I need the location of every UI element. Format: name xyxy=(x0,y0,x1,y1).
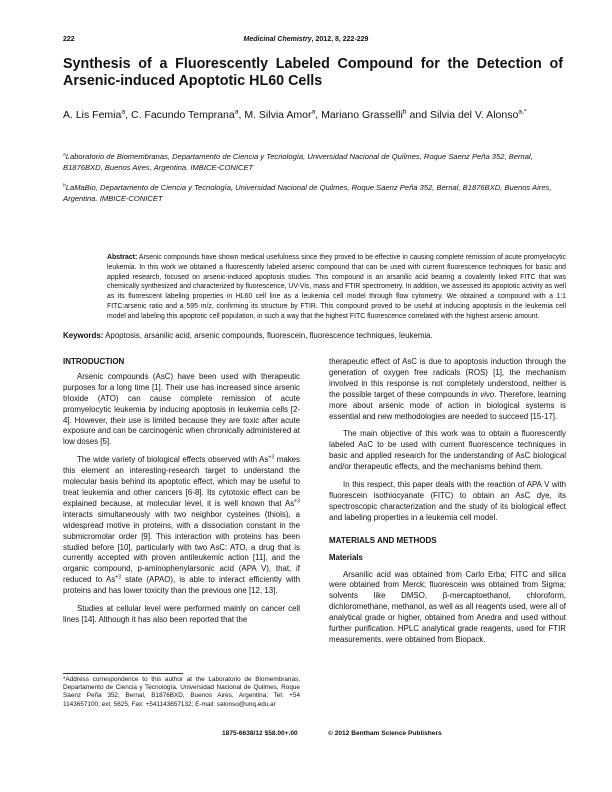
author-mark: a xyxy=(234,108,239,116)
paragraph xyxy=(329,357,566,422)
paragraph: Arsenic compounds (AsC) have been used with therapeutic purposes for a long time [1]. Their use has increased since arsenic trioxide (ATO) can cause complete remission of acute promyelocytic leukemia by inducing apoptosis in leukemia cells [2-4]. However, their use is limited because they are toxic after acute exposure and can be carcinogenic when chronically administered at low doses [5]. xyxy=(63,371,300,447)
footnote-rule xyxy=(63,673,183,674)
affiliation-text: Laboratorio de Biomembranas, Departamento de Ciencia y Tecnología, Universidad Nacional de Quilmes, Roque Saenz Peña 352, Bernal, B1876BXD, Buenos Aires, Argentina. IMBICE-CONICET xyxy=(63,152,533,172)
author-mark: a,* xyxy=(518,108,527,116)
page-number: 222 xyxy=(63,36,75,43)
section-heading-introduction: INTRODUCTION xyxy=(63,357,125,366)
abstract-text: Arsenic compounds have shown medical usefulness since they proved to be effective in causing complete remission of acute promyelocytic leukemia. In this work we obtained a fluorescently labeled arsenic compound that can be used with current fluorescence techniques for basic and applied research, focused on arsenic-induced apoptosis studies. This compound is an arsanilic acid bearing a covalently linked FITC that was chemically synthesized and characterized by fluorescence, UV-Vis, mass and FTIR spectrometry. In addition, we assessed its apoptotic activity as well as its fluorescent labeling properties in HL60 cell line as a leukemia cell model through flow cytometry. We obtained a compound with a 1:1 FITC:arsenic ratio and a 595 m/z, confirming its structure by FTIR. This compound proved to be useful at inducing apoptosis in the leukemia cell model and labeling this apoptotic cell population, in such a way that the highest FITC fluorescence correlated with the highest arsenic amount. xyxy=(107,254,566,320)
superscript: +3 xyxy=(268,454,275,461)
paragraph-text: . Therefore, learning more about arsenic mode of action in biological systems is essential and new methodologies are needed to succeed [15-17]. xyxy=(329,389,566,421)
author-list xyxy=(63,109,563,122)
affiliation-mark: a xyxy=(63,152,66,158)
paragraph: Studies at cellular level were performed mainly on cancer cell lines [14]. Although it has also been reported that the xyxy=(63,604,300,624)
author-conjunction: and xyxy=(406,109,430,121)
left-column xyxy=(63,357,300,633)
author-separator: , xyxy=(238,109,245,121)
author: A. Lis Femia xyxy=(63,109,122,121)
section-heading-methods: MATERIALS AND METHODS xyxy=(329,535,437,545)
correspondence-footnote: *Address correspondence to this author at the Laboratorio de Biomembranas, Departamento de Ciencia y Tecnología, Universidad Nacional de Quilmes, Roque Saenz Peña 352, Bernal, B1876BXD, Buenos Aires, Argentina; Tel: +54 1143657100; ext. 5625, Fax: +541143657132; E-mail: salonso@unq.edu.ar xyxy=(63,676,300,708)
journal-name: Medicinal Chemistry xyxy=(243,36,312,43)
paragraph-text: therapeutic effect of AsC is due to apoptosis induction through the generation of oxygen free radicals (ROS) [1], the mechanism involved in this response is not completely understood, neither is the possible target of these compounds xyxy=(329,357,566,399)
running-header xyxy=(0,36,612,43)
author: M. Silvia Amor xyxy=(244,109,312,121)
paragraph: The main objective of this work was to obtain a fluorescently labeled AsC to be used with current fluorescence techniques in basic and applied research for the understanding of AsC biological and/or therapeutic effects, and the mechanisms behind them. xyxy=(329,429,566,472)
paragraph: In this respect, this paper deals with the reaction of APA V with fluorescein isothiocyanate (FITC) to obtain an AsC dye, its spectroscopic characterization and the study of its biological effect and labeling properties in a leukemia cell model. xyxy=(329,480,566,522)
author-separator: , xyxy=(315,109,322,121)
author: C. Facundo Temprana xyxy=(131,109,235,121)
author-mark: b xyxy=(402,108,407,116)
author-mark: a xyxy=(121,108,126,116)
paragraph-text: The wide variety of biological effects observed with As xyxy=(77,455,269,465)
keywords xyxy=(63,330,563,341)
author-separator: , xyxy=(125,109,131,121)
subsection-heading-materials: Materials xyxy=(329,552,363,562)
author-mark: a xyxy=(311,108,316,116)
paragraph: Arsanilic acid was obtained from Carlo Erba; FITC and silica were obtained from Merck; fluorescein was obtained from Sigma; solvents like DMSO, β-mercaptoethanol, chloroform, dichloromethane, methanol, as well as all reagents used, were all of analytical grade or higher, obtained from Anedra and used without further purification. HPLC analytical grade reagents, used for FTIR measurements, were obtained from Biopack. xyxy=(329,569,566,644)
paragraph xyxy=(63,455,300,597)
affiliation-a xyxy=(63,151,563,173)
issn-price: 1875-6638/12 $58.00+.00 xyxy=(222,730,298,737)
superscript: +3 xyxy=(115,574,122,581)
article-title: Synthesis of a Fluorescently Labeled Compound for the Detection of Arsenic-induced Apoptotic HL60 Cells xyxy=(63,56,563,89)
copyright: © 2012 Bentham Science Publishers xyxy=(328,730,442,737)
affiliation-text: LaMaBio, Departamento de Ciencia y Tecnología, Universidad Nacional de Quilmes, Roque Saenz Peña 352, Bernal, B1876BXD, Buenos Aires, Argentina. IMBICE-CONICET xyxy=(63,183,552,203)
affiliation-b xyxy=(63,182,563,204)
journal-citation: , 2012, 8, 222-229 xyxy=(311,36,369,43)
paragraph-text: interacts simultaneously with two neighbor cysteines (thiols), a widespread motive in proteins, with a dissociation constant in the submicromolar order [9]. This interaction with proteins has been studied before [10], particularly with two AsC: ATO, a drug that is currently accepted with proven antileukemic action [11], and the organic compound, p-aminophenylarsonic acid (APA V), that, if reduced to As xyxy=(63,509,300,585)
emphasis: in vivo xyxy=(471,389,495,399)
abstract-label: Abstract: xyxy=(107,254,138,261)
superscript: +3 xyxy=(294,498,300,505)
keywords-text: Apoptosis, arsanilic acid, arsenic compounds, fluorescein, fluorescence techniques, leukemia. xyxy=(103,331,433,340)
paragraph-text: state (APAO), is able to interact efficiently with proteins and has lower toxicity than the previous one [12, 13]. xyxy=(63,575,300,596)
abstract xyxy=(107,253,566,322)
author: Mariano Grasselli xyxy=(321,109,403,121)
affiliation-mark: b xyxy=(63,183,66,189)
paragraph-text: makes this element an interesting-research target to understand the molecular basis behind its apoptotic effect, which may be useful to treat leukemia and other cancers [6-8]. Its cytotoxic effect can be explained because, at molecular level, it is well known that As xyxy=(63,455,300,508)
right-column xyxy=(329,357,566,653)
keywords-label: Keywords: xyxy=(63,331,104,340)
author: Silvia del V. Alonso xyxy=(429,109,519,121)
